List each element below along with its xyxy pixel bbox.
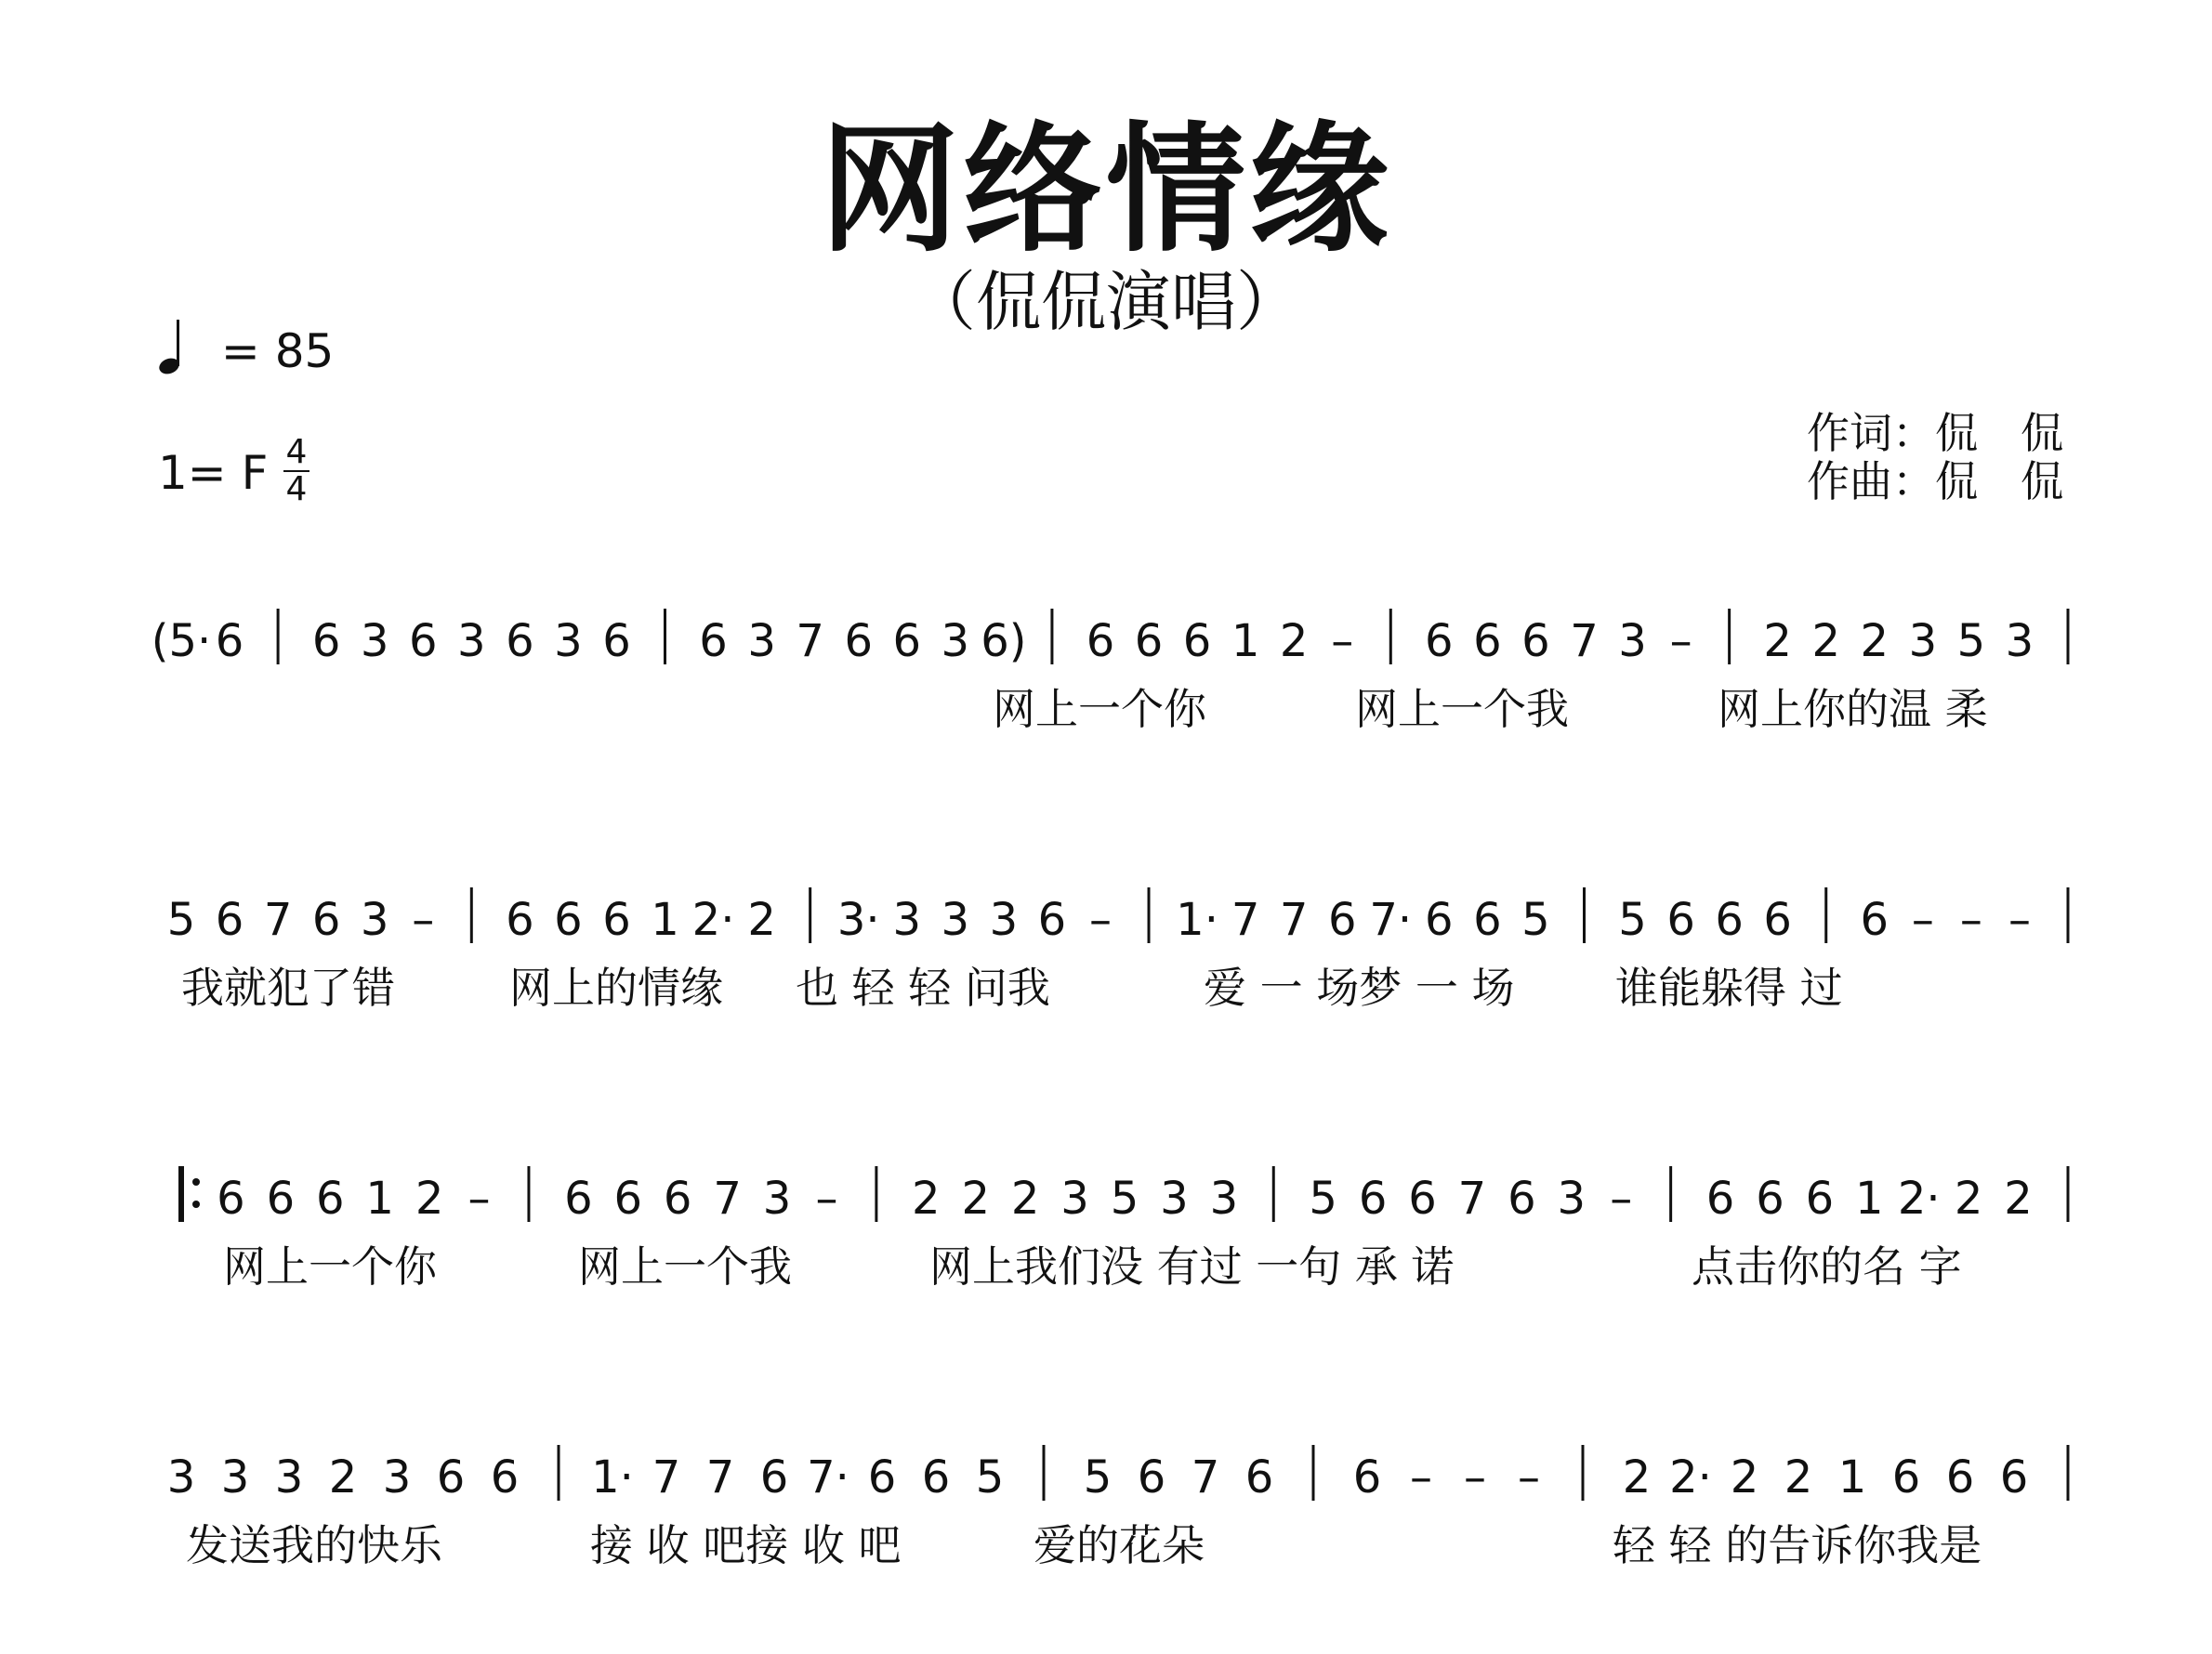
note-symbol: 6 — [1508, 1173, 1536, 1225]
note-symbol: 2 — [1811, 615, 1841, 667]
note-symbol: 6 — [1756, 1173, 1784, 1225]
note-symbol: 6 — [564, 1173, 593, 1225]
note-symbol: 3 — [1557, 1173, 1587, 1225]
note-symbol: 6 — [892, 615, 922, 667]
credits — [1807, 409, 2063, 505]
note-symbol: 6 — [1763, 894, 1792, 946]
note-symbol: 6 — [490, 1451, 520, 1503]
note-symbol: 2 — [2004, 1173, 2033, 1225]
tempo-value: = 85 — [220, 324, 335, 378]
time-denominator: 4 — [285, 470, 308, 508]
note-symbol: 2 — [1010, 1173, 1040, 1225]
note-symbol: 2 — [1954, 1173, 1983, 1225]
note-symbol: 5 — [1956, 615, 1986, 667]
note-symbol: – — [1088, 894, 1112, 946]
note-symbol: 5 — [975, 1451, 1005, 1503]
repeat-dot — [192, 1201, 200, 1208]
lyric-line: 网上一个你 — [223, 1241, 437, 1292]
note-symbol: 6 — [1999, 1451, 2029, 1503]
note-symbol: 3 — [274, 1451, 304, 1503]
note-symbol: 6 — [602, 894, 631, 946]
note-symbol: 6 — [867, 1451, 897, 1503]
note-symbol: 6 — [1891, 1451, 1921, 1503]
note-symbol: 3 — [360, 894, 389, 946]
note-symbol: 6 — [1134, 615, 1164, 667]
note-symbol: 6 — [1352, 1451, 1382, 1503]
lyric-line: 网上的情缘 — [509, 963, 723, 1013]
note-symbol: 6 — [215, 615, 244, 667]
note-symbol: 7 — [1457, 1173, 1487, 1225]
quarter-note-icon — [158, 316, 190, 387]
note-symbol: 3 — [1060, 1173, 1089, 1225]
note-symbol: 3 — [1908, 615, 1938, 667]
note-symbol: 3 — [1209, 1173, 1239, 1225]
note-symbol: 6) — [981, 615, 1027, 667]
notation-line — [0, 576, 2212, 688]
note-symbol: – — [1959, 894, 1982, 946]
tempo-marking — [158, 316, 334, 387]
note-symbol: 7 — [1191, 1451, 1220, 1503]
note-symbol: 7 — [713, 1173, 742, 1225]
note-symbol: 6 — [1358, 1173, 1388, 1225]
note-symbol: 6 — [1521, 615, 1550, 667]
repeat-dot — [192, 1178, 200, 1186]
note-symbol: 5 — [166, 894, 196, 946]
note-symbol: 6 — [602, 615, 631, 667]
lyric-line: 也 轻 轻 问我 — [796, 963, 1050, 1013]
note-symbol: 1 — [651, 894, 679, 946]
note-symbol: 6 — [266, 1173, 296, 1225]
note-symbol: 3 — [747, 615, 776, 667]
note-symbol: – — [1331, 615, 1354, 667]
lyric-line: 网上一个我 — [1355, 684, 1569, 734]
song-title: 网络情缘 — [819, 110, 1392, 271]
lyric-line: 谁能躲得 过 — [1615, 963, 1843, 1013]
key-signature: 1= F — [158, 446, 269, 500]
time-numerator: 4 — [285, 433, 308, 471]
note-symbol: 3 — [989, 894, 1019, 946]
note-symbol: 3· — [836, 894, 880, 946]
notation-line — [0, 1412, 2212, 1524]
note-symbol: 3 — [941, 615, 970, 667]
notation-line — [0, 1134, 2212, 1245]
note-symbol: – — [467, 1173, 491, 1225]
note-symbol: 6 — [844, 615, 873, 667]
score-system-3 — [0, 1134, 2212, 1375]
lyric-line: 爱的花朵 — [1034, 1520, 1205, 1570]
lyricist-credit: 作词：侃 侃 — [1807, 408, 2063, 458]
note-symbol: 2· — [691, 894, 735, 946]
notation-line — [0, 855, 2212, 966]
note-symbol: 1· — [1176, 894, 1218, 946]
note-symbol: 5 — [1521, 894, 1550, 946]
note-symbol: 1 — [1855, 1173, 1884, 1225]
note-symbol: – — [1410, 1451, 1432, 1503]
note-symbol: 6 — [1473, 894, 1502, 946]
song-subtitle: （侃侃演唱） — [911, 264, 1301, 340]
note-symbol: 2 — [415, 1173, 444, 1225]
note-symbol: – — [815, 1173, 838, 1225]
note-symbol: – — [1464, 1451, 1486, 1503]
note-symbol: 7 — [263, 894, 293, 946]
note-symbol: 7· — [1369, 894, 1413, 946]
note-symbol: 7 — [1570, 615, 1599, 667]
lyric-line: 网上一个你 — [993, 684, 1206, 734]
lyric-line: 网上我们没 有过 一句 承 诺 — [929, 1241, 1455, 1292]
lyric-line: 发送我的快乐 — [186, 1520, 442, 1570]
note-symbol: 6 — [408, 615, 438, 667]
lyric-line: 网上一个我 — [578, 1241, 792, 1292]
composer-credit: 作曲：侃 侃 — [1807, 456, 2063, 506]
note-symbol: 6 — [1137, 1451, 1166, 1503]
note-symbol: 2 — [961, 1173, 991, 1225]
note-symbol: 3 — [2005, 615, 2034, 667]
score-system-4 — [0, 1412, 2212, 1654]
lyric-line: 轻 轻 的告诉你我是 — [1613, 1520, 1982, 1570]
note-symbol: 2 — [1784, 1451, 1813, 1503]
note-symbol: 2 — [1279, 615, 1309, 667]
note-symbol: 6 — [506, 615, 534, 667]
note-symbol: 6 — [759, 1451, 789, 1503]
note-symbol: 3 — [892, 894, 922, 946]
note-symbol: 7 — [1231, 894, 1260, 946]
note-symbol: 6 — [663, 1173, 692, 1225]
note-symbol: 1· — [591, 1451, 634, 1503]
note-symbol: 6 — [1715, 894, 1744, 946]
score-system-1 — [0, 576, 2212, 818]
note-symbol: 6 — [1805, 1173, 1835, 1225]
note-symbol: 6 — [1425, 615, 1454, 667]
note-symbol: 2 — [1622, 1451, 1652, 1503]
note-symbol: 6 — [1945, 1451, 1975, 1503]
note-symbol: 6 — [1860, 894, 1889, 946]
note-symbol: 6 — [1037, 894, 1067, 946]
note-symbol: 6 — [311, 615, 341, 667]
note-symbol: 2 — [328, 1451, 358, 1503]
note-symbol: 1 — [365, 1173, 394, 1225]
note-symbol: – — [1518, 1451, 1540, 1503]
note-symbol: 1 — [1837, 1451, 1867, 1503]
note-symbol: 6 — [1244, 1451, 1274, 1503]
note-symbol: 3 — [220, 1451, 250, 1503]
note-symbol: 2 — [1763, 615, 1792, 667]
note-symbol: 3 — [360, 615, 389, 667]
note-symbol: 2 — [1860, 615, 1889, 667]
note-symbol: 6 — [1086, 615, 1115, 667]
note-symbol: 5 — [1618, 894, 1647, 946]
time-signature — [283, 433, 309, 508]
note-symbol: 6 — [436, 1451, 466, 1503]
note-symbol: 7 — [652, 1451, 681, 1503]
note-symbol: 2 — [1730, 1451, 1759, 1503]
note-symbol: 5 — [1110, 1173, 1139, 1225]
note-symbol: 6 — [315, 1173, 345, 1225]
note-symbol: – — [1911, 894, 1934, 946]
note-symbol: 5 — [1309, 1173, 1337, 1225]
note-symbol: 3 — [382, 1451, 412, 1503]
note-symbol: 1 — [1231, 615, 1260, 667]
lyric-line: 接 收 吧接 收 吧 — [590, 1520, 902, 1570]
note-symbol: – — [2008, 894, 2031, 946]
lyric-line: 我就犯了错 — [181, 963, 395, 1013]
score-system-2 — [0, 855, 2212, 1096]
note-symbol: 6 — [613, 1173, 643, 1225]
note-symbol: 3 — [166, 1451, 196, 1503]
note-symbol: 2 — [747, 894, 776, 946]
note-symbol: 6 — [1705, 1173, 1735, 1225]
note-symbol: 6 — [1473, 615, 1502, 667]
note-symbol: (5· — [151, 615, 212, 667]
lyric-line: 爱 一 场梦 一 场 — [1204, 963, 1515, 1013]
note-symbol: 7· — [807, 1451, 849, 1503]
lyric-line: 点击你的名 字 — [1692, 1241, 1962, 1292]
note-symbol: 5 — [1083, 1451, 1113, 1503]
note-symbol: 6 — [217, 1173, 245, 1225]
note-symbol: – — [412, 894, 435, 946]
note-symbol: – — [1669, 615, 1692, 667]
note-symbol: 6 — [1666, 894, 1695, 946]
note-symbol: 6 — [921, 1451, 951, 1503]
note-symbol: 6 — [1408, 1173, 1437, 1225]
note-symbol: 3 — [457, 615, 486, 667]
note-symbol: 6 — [506, 894, 534, 946]
note-symbol: 3 — [941, 894, 970, 946]
note-symbol: 6 — [1425, 894, 1454, 946]
note-symbol: 3 — [1618, 615, 1647, 667]
lyric-line: 网上你的温 柔 — [1718, 684, 1988, 734]
note-symbol: 6 — [311, 894, 341, 946]
note-symbol: 7 — [1279, 894, 1309, 946]
note-symbol: 7 — [796, 615, 824, 667]
note-symbol: 3 — [554, 615, 583, 667]
note-symbol: – — [1610, 1173, 1633, 1225]
note-symbol: 2· — [1897, 1173, 1941, 1225]
note-symbol: 3 — [1160, 1173, 1189, 1225]
note-symbol: 2· — [1669, 1451, 1712, 1503]
note-symbol: 6 — [554, 894, 583, 946]
note-symbol: 6 — [215, 894, 244, 946]
note-symbol: 7 — [705, 1451, 735, 1503]
note-symbol: 3 — [762, 1173, 792, 1225]
note-symbol: 2 — [912, 1173, 941, 1225]
note-symbol: 6 — [1327, 894, 1357, 946]
note-symbol: 6 — [699, 615, 728, 667]
note-symbol: 6 — [1182, 615, 1212, 667]
